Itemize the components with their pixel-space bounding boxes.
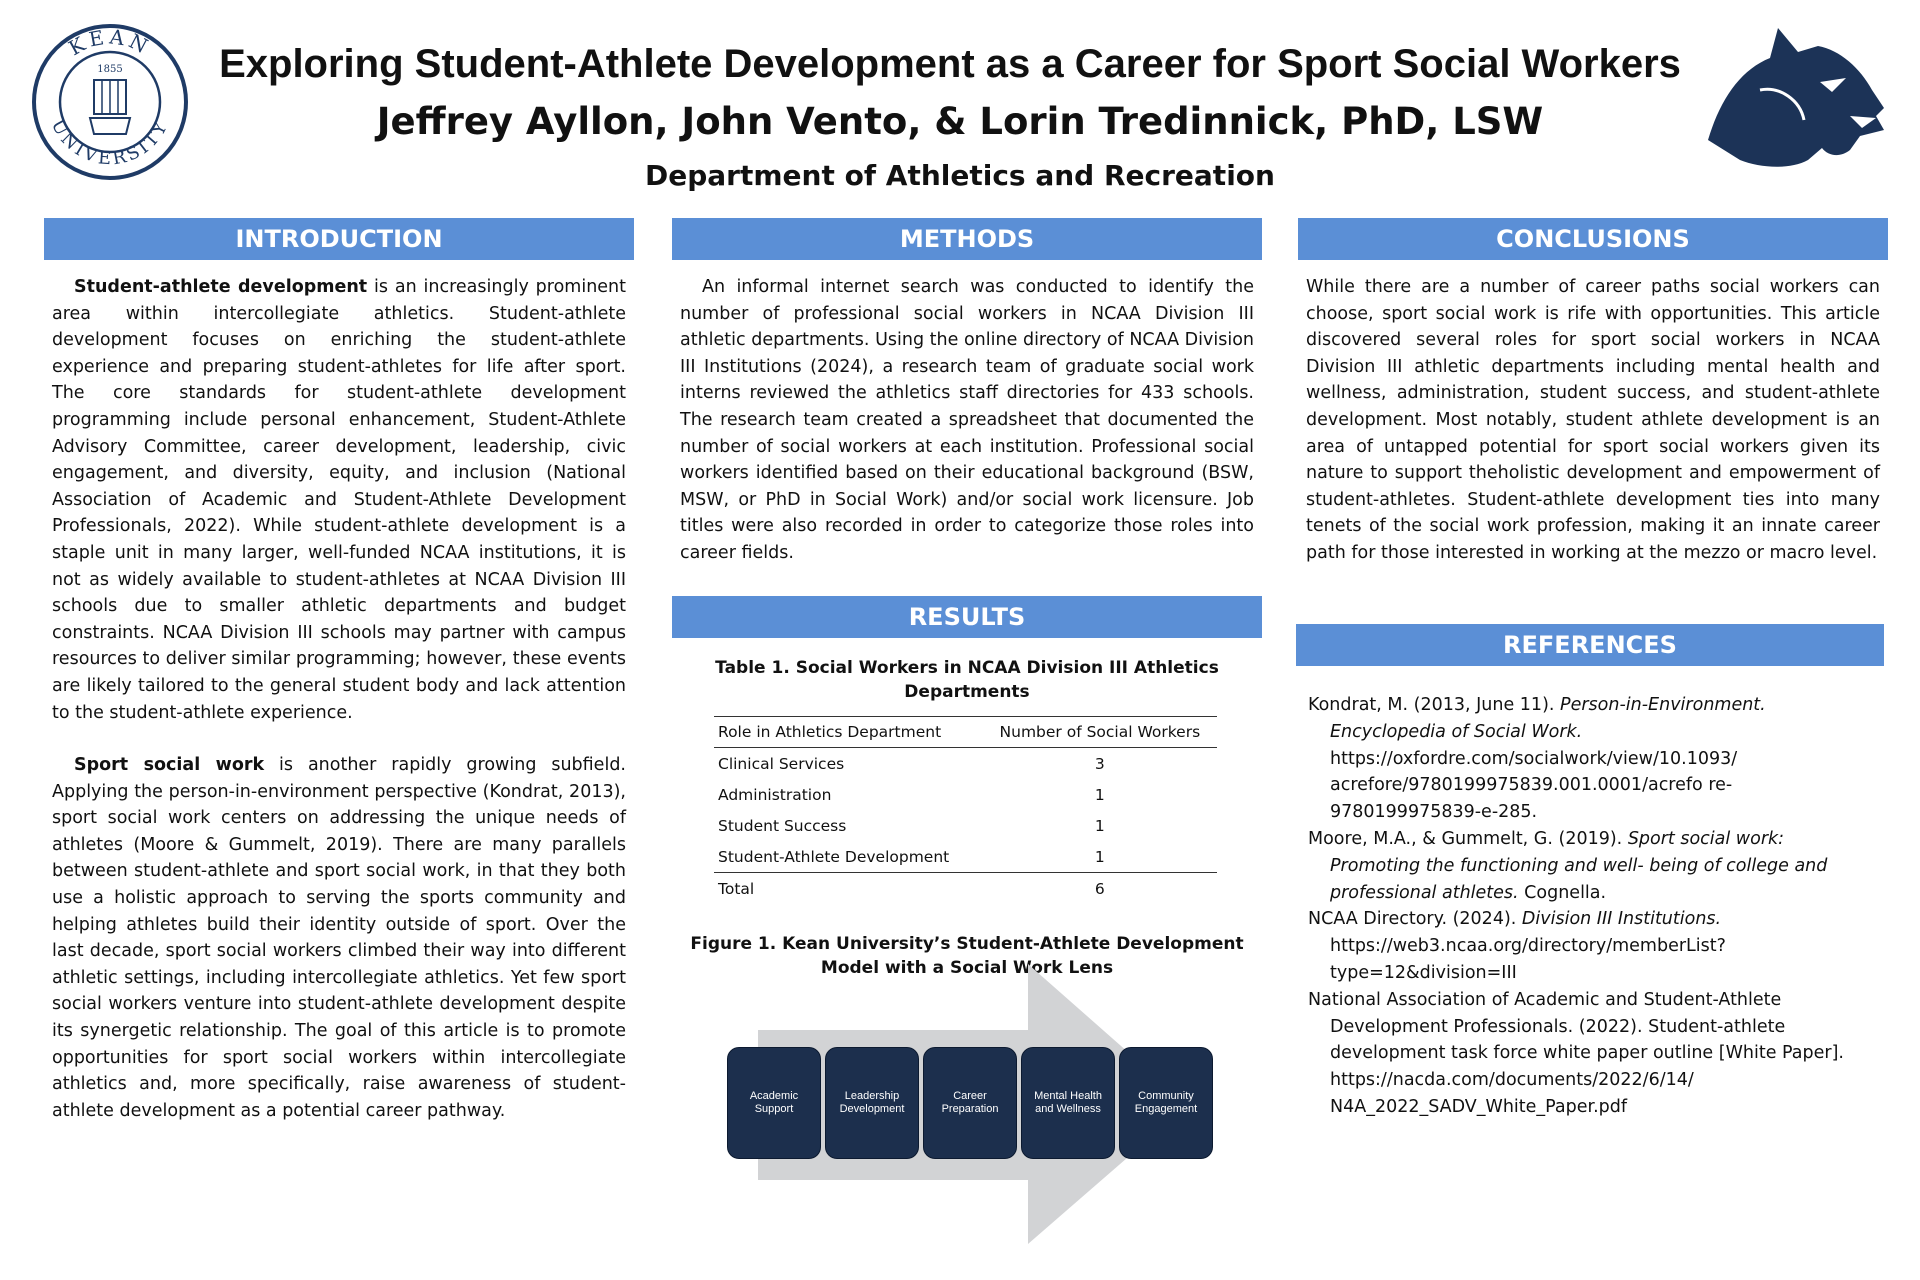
introduction-section — [44, 218, 634, 1124]
table-cell-role: Student Success — [718, 816, 847, 835]
table-header-count: Number of Social Workers — [983, 717, 1217, 748]
poster-department: Department of Athletics and Recreation — [645, 159, 1275, 192]
table-total-label: Total — [718, 879, 755, 898]
table-cell-count: 3 — [1094, 754, 1105, 773]
svg-text:UNIVERSITY: UNIVERSITY — [46, 115, 174, 170]
table-cell-count: 1 — [983, 841, 1217, 873]
model-box-academic-support: Academic Support — [727, 1047, 821, 1159]
poster-authors: Jeffrey Ayllon, John Vento, & Lorin Tredinnick, PhD, LSW — [376, 100, 1544, 143]
results-heading: RESULTS — [672, 596, 1262, 638]
poster-title: Exploring Student-Athlete Development as a Career for Sport Social Workers — [219, 42, 1681, 86]
methods-section — [672, 218, 1262, 567]
reference-moore: Moore, M.A., & Gummelt, G. (2019). Sport social work: Promoting the functioning and well- being of college and professional athletes. Cognella. — [1308, 828, 1828, 903]
references-section — [1296, 624, 1884, 1121]
reference-ncaa: NCAA Directory. (2024). Division III Institutions. https://web3.ncaa.org/directory/memberList? type=12&division=III — [1308, 909, 1726, 983]
conclusions-body: While there are a number of career paths social workers can choose, sport social work is rife with opportunities. This article discovered several roles for sport social workers in NCAA Division III athletic departments including mental health and wellness, administration, student success, and student-athlete development. Most notably, student athlete development is an area of untapped potential for sport social workers given its nature to support theholistic development and empowerment of student-athletes. Student-athlete development ties into many tenets of the social work profession, making it an innate career path for those interested in working at the mezzo or macro level. — [1306, 277, 1880, 563]
reference-nacda: National Association of Academic and Student-Athlete Development Professionals. (2022). Student-athlete development task force white paper outline [White Paper]. https://nacda.com/documents/2022/6/14/ N4A_2022_SADV_White_Paper.pdf — [1308, 989, 1844, 1117]
model-box-career-preparation: Career Preparation — [923, 1047, 1017, 1159]
conclusions-section — [1298, 218, 1888, 567]
table-cell-role: Student-Athlete Development — [714, 841, 983, 873]
figure-caption-line-1: Figure 1. Kean University’s Student-Athlete Development — [690, 934, 1244, 954]
model-box-leadership-development: Leadership Development — [825, 1047, 919, 1159]
model-box-mental-health: Mental Health and Wellness — [1021, 1047, 1115, 1159]
table-row — [714, 810, 1217, 841]
svg-text:KEAN: KEAN — [64, 24, 156, 61]
svg-text:1855: 1855 — [97, 64, 123, 75]
results-section — [672, 596, 1262, 980]
table-caption: Table 1. Social Workers in NCAA Division III Athletics Departments — [715, 658, 1219, 702]
introduction-lead-2: Sport social work — [74, 755, 265, 776]
table-header-role: Role in Athletics Department — [714, 717, 983, 748]
cougar-mascot-logo — [1700, 20, 1890, 180]
introduction-text-1: is an increasingly prominent area within intercollegiate athletics. Student-athlete development focuses on enriching the student-athlete experience and preparing student-athletes for life after sport. The core standards for student-athlete development programming include personal enhancement, Student-Athlete Advisory Committee, career development, leadership, civic engagement, and diversity, equity, and inclusion (National Association of Academic and Student-Athlete Development Professionals, 2022). While student-athlete development is a staple unit in many larger, well-funded NCAA institutions, it is not as widely available to student-athletes at NCAA Division III schools due to smaller athletic departments and budget constraints. NCAA Division III schools may partner with campus resources to deliver similar programming; however, these events are likely tailored to the general student body and lack attention to the student-athlete experience. — [52, 277, 627, 723]
table-cell-count: 1 — [1094, 785, 1105, 804]
kean-university-seal-logo — [30, 22, 190, 182]
conclusions-heading: CONCLUSIONS — [1298, 218, 1888, 260]
reference-kondrat: Kondrat, M. (2013, June 11). Person-in-Environment. Encyclopedia of Social Work. https://oxfordre.com/socialwork/view/10.1093/ acrefore/9780199975839.001.0001/acrefo re-9780199975839-e-285. — [1308, 695, 1766, 823]
figure-caption-line-2: Model with a Social Work Lens — [820, 958, 1114, 978]
table-total-row — [714, 873, 1217, 905]
methods-body: An informal internet search was conducted to identify the number of professional social workers in NCAA Division III athletic departments. Using the online directory of NCAA Division III Institutions (2024), a research team of graduate social work interns reviewed the athletics staff directories for 433 schools. The research team created a spreadsheet that documented the number of social workers at each institution. Professional social workers identified based on their educational background (BSW, MSW, or PhD in Social Work) and/or social work licensure. Job titles were also recorded in order to categorize those roles into career fields. — [680, 277, 1254, 563]
table-cell-count: 1 — [1094, 816, 1105, 835]
methods-heading: METHODS — [672, 218, 1262, 260]
table-cell-role: Administration — [718, 785, 832, 804]
table-cell-role: Clinical Services — [718, 754, 845, 773]
references-heading: REFERENCES — [1296, 624, 1884, 666]
introduction-lead-1: Student-athlete development — [74, 277, 368, 297]
model-box-community-engagement: Community Engagement — [1119, 1047, 1213, 1159]
introduction-body — [44, 260, 634, 1124]
table-total-value: 6 — [1094, 879, 1105, 898]
introduction-paragraph-1 — [52, 274, 626, 726]
introduction-text-2: is another rapidly growing subfield. Applying the person-in-environment perspective (Kondrat, 2013), sport social work centers on addressing the unique needs of athletes (Moore & Gummelt, 2019). There are many parallels between student-athlete and sport social work, in that they both use a holistic approach to serving the sports community and helping athletes build their identity outside of sport. Over the last decade, sport social workers climbed their way into different athletic settings, including intercollegiate athletics. Yet few sport social workers venture into student-athlete development despite its synergetic relationship. The goal of this article is to promote opportunities for sport social workers within intercollegiate athletics and, more specifically, raise awareness of student-athlete development as a potential career pathway. — [52, 755, 626, 1121]
table-row — [714, 748, 1217, 780]
table-row — [714, 779, 1217, 810]
introduction-heading: INTRODUCTION — [44, 218, 634, 260]
results-table — [714, 716, 1217, 904]
introduction-paragraph-2 — [52, 752, 626, 1124]
table-row — [714, 841, 1217, 873]
